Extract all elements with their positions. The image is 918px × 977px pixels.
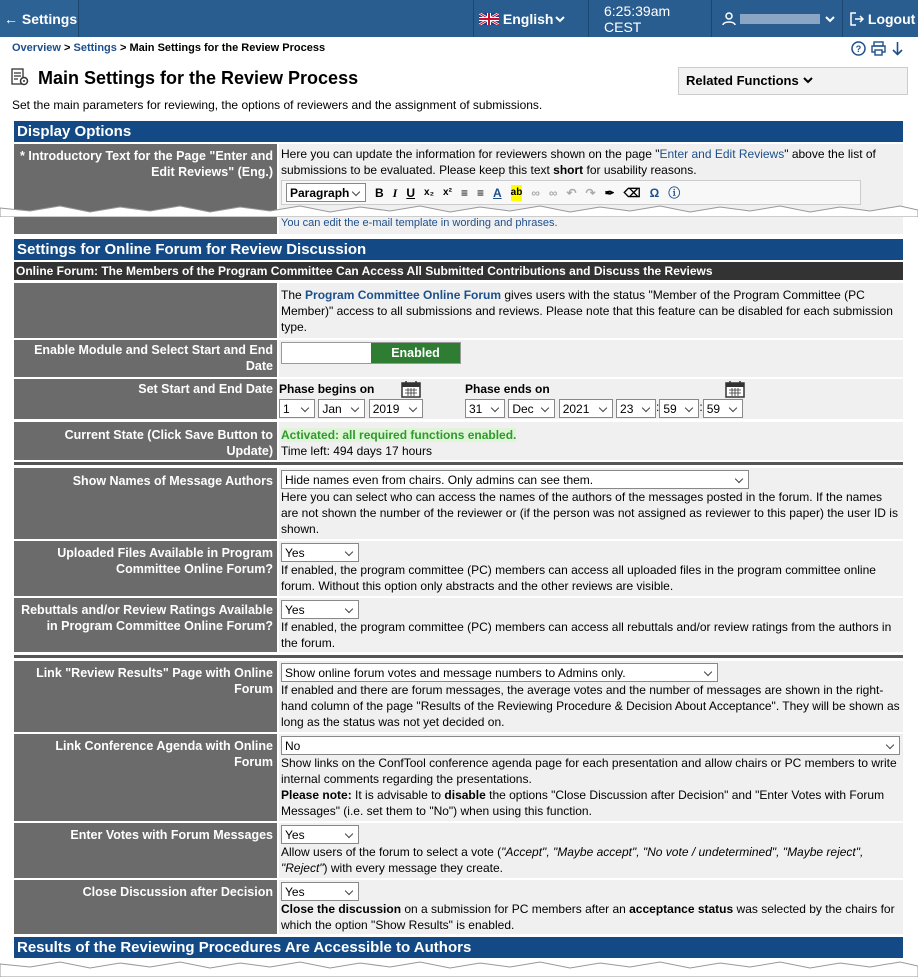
editor-toolbar [281,180,861,205]
link-icon[interactable]: ∞ [531,185,540,200]
cut-row [14,217,903,234]
underline-icon[interactable]: U [406,185,416,200]
names-value [279,468,903,539]
files-value [279,541,903,596]
top-bar [0,0,918,37]
chevron-down-icon [553,14,567,24]
agenda-select[interactable]: No [281,736,900,755]
agenda-label: Link Conference Agenda with Online Forum [14,734,277,821]
close-value: Yes Close the discussion on a submission for PC members after an acceptance status was selected by the chairs for which the option "Show Results" is enabled. [279,880,903,934]
enable-module-value [279,340,903,377]
files-row [14,541,903,596]
user-menu[interactable] [711,0,842,37]
uk-flag-icon [479,13,499,25]
page-title: Main Settings for the Review Process [38,68,359,88]
back-button[interactable]: ← Settings [0,0,78,37]
rebuttals-label: Rebuttals and/or Review Ratings Available in Program Committee Online Forum? [14,598,277,652]
start-year-select[interactable]: 2019 [369,399,423,418]
start-month-select[interactable]: Jan [318,399,365,418]
end-day-select[interactable]: 31 [465,399,505,418]
intro-text-value: Here you can update the information for reviewers shown on the page "Enter and Edit Reviews" above the list of submissions to be evaluated. Please keep this text short for usability reasons. Paragraph B I U x₂ x² ≡ ≡ A ab ∞ ∞ ↶ ↷ ✒ ⌫ Ω ⓘ [279,144,903,214]
breadcrumb-overview[interactable]: Overview [12,42,61,54]
user-icon [722,12,736,26]
cut-row-text: You can edit the e-mail template in wording and phrases. [279,217,903,234]
names-label: Show Names of Message Authors [14,468,277,539]
names-desc: Here you can select who can access the names of the authors of the messages posted in the forum. If the names are not shown the number of the reviewer or (if the person was not assigned as reviewer to this paper) the user ID is shown. [281,490,898,536]
close-row [14,880,903,934]
print-icon[interactable] [871,41,886,56]
rebuttals-desc: If enabled, the program committee (PC) members can access all rebuttals and/or review ratings from the authors in the forum. [281,620,892,650]
arrow-down-icon[interactable] [891,41,904,56]
current-state-row [14,422,903,460]
results-link-value [279,661,903,732]
page-intro: Set the main parameters for reviewing, the options of reviewers and the assignment of submissions. [12,98,543,112]
section-online-forum: Settings for Online Forum for Review Discussion [14,239,903,260]
cut-row-label [14,217,277,234]
section-display-options: Display Options [14,121,903,142]
separator [14,655,903,658]
text-color-icon[interactable]: A [492,185,502,200]
votes-label: Enter Votes with Forum Messages [14,823,277,878]
forum-desc-label [14,283,277,338]
close-label: Close Discussion after Decision [14,880,277,934]
names-select[interactable]: Hide names even from chairs. Only admins can see them. [281,470,749,489]
end-year-select[interactable]: 2021 [559,399,613,418]
editor-help-icon[interactable]: ⓘ [668,185,681,200]
arrow-left-icon: ← [4,10,18,27]
italic-icon[interactable]: I [392,185,398,200]
svg-text:?: ? [855,44,862,54]
clean-format-icon[interactable]: ✒ [604,185,615,200]
votes-select[interactable]: Yes [281,825,359,844]
chevron-down-icon [802,76,814,85]
redo-icon[interactable]: ↷ [585,185,596,200]
status-badge: Activated: all required functions enabled. [281,428,517,442]
user-name-redacted [740,14,820,24]
names-row [14,468,903,539]
format-select[interactable]: Paragraph [286,183,366,202]
votes-row [14,823,903,878]
files-label: Uploaded Files Available in Program Committee Online Forum? [14,541,277,596]
dates-value: Phase begins on 1 Jan 2019 Phase ends on 31 Dec 2021 23 : 59 : 59 [279,379,903,419]
settings-page-icon [11,68,29,86]
numbered-list-icon[interactable]: ≡ [476,185,484,200]
related-functions-dropdown[interactable]: Related Functions [678,67,908,95]
bullet-list-icon[interactable]: ≡ [460,185,468,200]
end-hour-select[interactable]: 23 [616,399,656,418]
time-left: Time left: 494 days 17 hours [281,444,432,458]
torn-edge [0,203,918,217]
end-second-select[interactable]: 59 [703,399,743,418]
votes-value: Yes Allow users of the forum to select a vote ("Accept", "Maybe accept", "No vote / undetermined", "Maybe reject", "Reject") with every message they create. [279,823,903,878]
special-char-icon[interactable]: Ω [649,185,660,200]
dates-row [14,379,903,419]
enable-module-row [14,340,903,377]
subscript-icon[interactable]: x₂ [424,186,435,198]
forum-desc: The Program Committee Online Forum gives users with the status "Member of the Program Committee (PC Member)" access to all submissions and reviews. Please note that this feature can be disabled for each submission type. [279,283,903,338]
dates-label: Set Start and End Date [14,379,277,419]
results-link-row [14,661,903,732]
start-day-select[interactable]: 1 [279,399,315,418]
results-link-label: Link "Review Results" Page with Online Forum [14,661,277,732]
section-results: Results of the Reviewing Procedures Are Accessible to Authors [14,937,903,958]
agenda-value: No Show links on the ConfTool conference agenda page for each presentation and allow chairs or PC members to write internal comments regarding the presentations. Please note: It is advisable to disable the options "Close Discussion after Decision" and "Enter Votes with Forum Messages" (i.e. set them to "No") when using this function. [279,734,903,821]
end-month-select[interactable]: Dec [508,399,555,418]
results-link-desc: If enabled and there are forum messages, the average votes and the number of messages are shown in the right-hand column of the page "Results of the Reviewing Procedure & Decision About Acceptance". They will be shown as long as the status was not yet decided on. [281,683,900,729]
breadcrumb-current: Main Settings for the Review Process [129,42,326,54]
calendar-icon[interactable] [725,380,745,398]
files-select[interactable]: Yes [281,543,359,562]
enter-edit-reviews-link[interactable]: Enter and Edit Reviews [659,147,785,161]
help-icon[interactable] [851,41,866,56]
breadcrumb-settings[interactable]: Settings [73,42,117,54]
torn-edge [0,958,918,977]
pc-online-forum-link[interactable]: Program Committee Online Forum [305,288,502,302]
rebuttals-select[interactable]: Yes [281,600,359,619]
current-state-label: Current State (Click Save Button to Update) [14,422,277,460]
phase-begins-label: Phase begins on [279,382,375,396]
intro-text-label: * Introductory Text for the Page "Enter and Edit Reviews" (Eng.) [14,144,277,214]
phase-ends-label: Phase ends on [465,382,550,396]
unlink-icon[interactable]: ∞ [548,185,558,200]
top-bar-spacer [78,0,473,37]
clock: 6:25:39am CEST [588,0,711,37]
rebuttals-row [14,598,903,652]
current-state-value [279,422,903,460]
agenda-row [14,734,903,821]
bold-icon[interactable]: B [375,185,384,200]
logout-button[interactable]: Logout [842,0,918,37]
undo-icon[interactable]: ↶ [566,185,577,200]
results-link-select[interactable]: Show online forum votes and message numbers to Admins only. [281,663,718,682]
rebuttals-value [279,598,903,652]
calendar-icon[interactable] [401,380,421,398]
language-selector[interactable]: English [473,0,588,37]
breadcrumb: Overview > Settings > Main Settings for the Review Process [12,42,326,54]
eraser-icon[interactable]: ⌫ [623,185,641,200]
enable-module-label: Enable Module and Select Start and End Date [14,340,277,377]
close-select[interactable]: Yes [281,882,359,901]
files-desc: If enabled, the program committee (PC) members can access all uploaded files in the program committee online forum. Without this option only abstracts and the other reviews are visible. [281,563,876,593]
chevron-down-icon [824,14,836,24]
superscript-icon[interactable]: x² [443,186,452,198]
forum-desc-row [14,283,903,338]
end-minute-select[interactable]: 59 [659,399,699,418]
highlight-icon[interactable]: ab [511,185,523,201]
enabled-toggle[interactable]: Enabled [281,342,461,364]
separator [14,462,903,465]
agenda-desc: Show links on the ConfTool conference agenda page for each presentation and allow chairs or PC members to write internal comments regarding the presentations. [281,756,897,786]
logout-icon [850,12,864,26]
forum-subheader: Online Forum: The Members of the Program Committee Can Access All Submitted Contributions and Discuss the Reviews [14,262,903,280]
